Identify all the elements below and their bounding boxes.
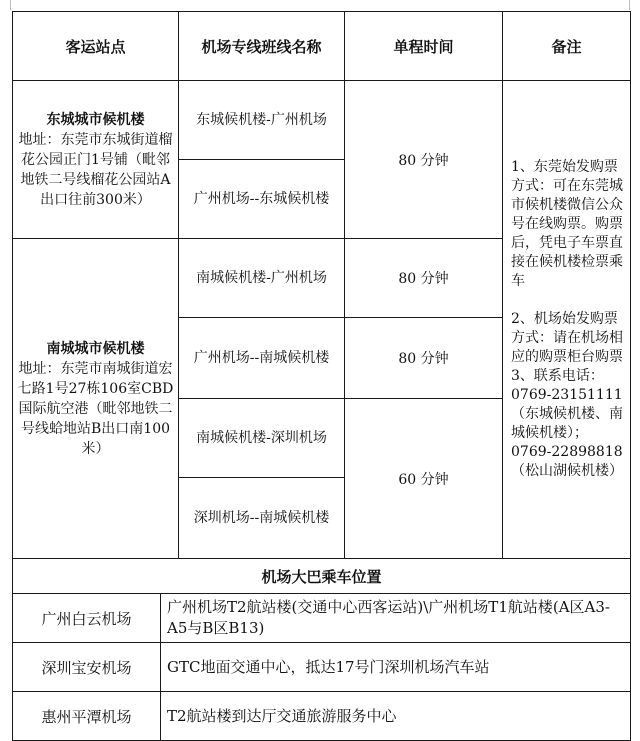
station-nancheng [13, 239, 179, 559]
airport-location: GTC地面交通中心，抵达17号门深圳机场汽车站 [161, 643, 631, 692]
crop-mark-left [10, 0, 11, 10]
note-item-2: 2、机场始发购票方式：请在机场相应的购票柜台购票 [511, 311, 624, 365]
header-notes: 备注 [503, 12, 631, 81]
contact-phone-desc: （东城候机楼、南城候机楼）； [511, 406, 624, 441]
route-name: 广州机场--东城候机楼 [179, 160, 345, 239]
section-title: 机场大巴乘车位置 [13, 559, 631, 594]
table-row [13, 81, 631, 160]
section-row [13, 559, 631, 594]
route-duration: 80 分钟 [345, 318, 503, 399]
station-name: 东城城市候机楼 [46, 111, 145, 128]
station-name: 南城城市候机楼 [46, 340, 145, 357]
route-name: 东城候机楼-广州机场 [179, 81, 345, 160]
route-name: 南城候机楼-深圳机场 [179, 399, 345, 478]
station-address: 地址：东莞市南城街道宏七路1号27栋106室CBD国际航空港（毗邻地铁二号线蛤地站B出口南100米） [17, 360, 174, 457]
contact-phone: 0769-22898818 [511, 444, 623, 460]
airport-name: 惠州平潭机场 [13, 692, 161, 741]
airport-name: 深圳宝安机场 [13, 643, 161, 692]
station-address: 地址：东莞市东城街道榴花公园正门1号铺（毗邻地铁二号线榴花公园站A出口往前300米） [18, 131, 173, 208]
airport-location: T2航站楼到达厅交通旅游服务中心 [161, 692, 631, 741]
table-row [13, 692, 631, 741]
notes-cell [503, 81, 631, 559]
crop-mark-right [629, 0, 630, 10]
route-duration: 60 分钟 [345, 399, 503, 559]
header-station: 客运站点 [13, 12, 179, 81]
contact-phone: 0769-23151111 [511, 387, 623, 403]
route-duration: 80 分钟 [345, 239, 503, 318]
header-row [13, 12, 631, 81]
airport-location: 广州机场T2航站楼(交通中心西客运站)\广州机场T1航站楼(A区A3-A5与B区B13) [161, 594, 631, 643]
route-name: 南城候机楼-广州机场 [179, 239, 345, 318]
table-row [13, 643, 631, 692]
shuttle-schedule-table [12, 11, 631, 741]
table-row [13, 594, 631, 643]
airport-name: 广州白云机场 [13, 594, 161, 643]
route-duration: 80 分钟 [345, 81, 503, 239]
header-duration: 单程时间 [345, 12, 503, 81]
note-item-1: 1、东莞始发购票方式：可在东莞城市候机楼微信公众号在线购票。购票后，凭电子车票直接在候机楼检票乘车 [511, 159, 624, 289]
route-name: 深圳机场--南城候机楼 [179, 478, 345, 559]
station-dongcheng [13, 81, 179, 239]
header-route: 机场专线班线名称 [179, 12, 345, 81]
route-name: 广州机场--南城候机楼 [179, 318, 345, 399]
note-item-3: 3、联系电话： [511, 368, 604, 384]
contact-phone-desc: （松山湖候机楼） [511, 463, 624, 479]
